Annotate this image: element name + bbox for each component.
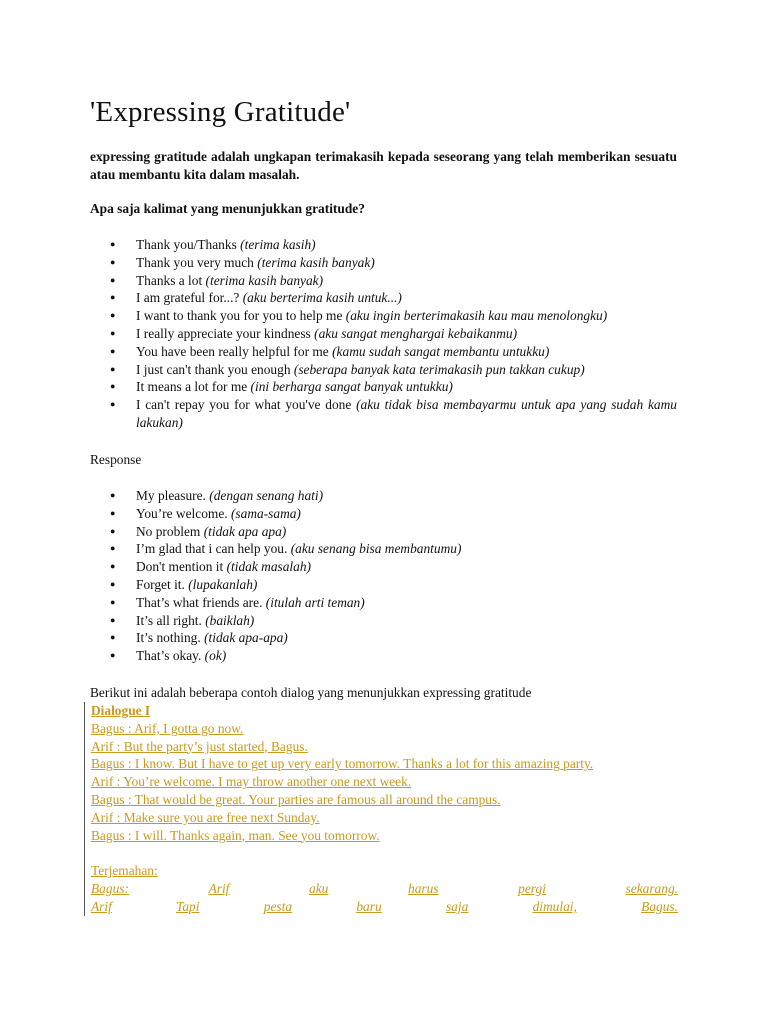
expression-item-text: Thank you very much: [136, 254, 258, 270]
bullet-icon: ●: [110, 239, 116, 249]
response-item-translation: (itulah arti teman): [265, 594, 365, 610]
response-item: [90, 523, 677, 541]
response-item: [90, 540, 677, 558]
response-item-translation: (tidak apa apa): [203, 523, 287, 539]
expression-item-text: Thanks a lot: [136, 272, 206, 288]
expression-item-text: I just can't thank you enough: [136, 361, 294, 377]
response-item-translation: (ok): [204, 648, 227, 664]
expression-item: [90, 236, 677, 254]
expression-item: [90, 325, 677, 343]
response-item-text: No problem: [136, 523, 204, 539]
translation-word: baru: [356, 898, 382, 914]
response-item: [90, 594, 677, 612]
response-item: [90, 558, 677, 576]
bullet-icon: ●: [110, 561, 116, 572]
bullet-icon: ●: [110, 292, 116, 303]
response-item: [90, 487, 677, 505]
expression-item-text: Thank you/Thanks: [136, 237, 241, 252]
bullet-icon: ●: [110, 310, 116, 321]
translation-word: saja: [445, 898, 469, 914]
response-item-text: You’re welcome.: [136, 505, 231, 521]
response-label: Response: [90, 452, 142, 467]
expression-item-translation: (terima kasih banyak): [257, 254, 375, 270]
intro-paragraph: expressing gratitude adalah ungkapan terimakasih kepada seseorang yang telah memberikan sesuatu atau membantu kita dalam masalah.: [90, 149, 677, 182]
expression-item-text: I am grateful for...?: [136, 290, 243, 306]
bullet-icon: ●: [110, 614, 116, 625]
responses-list: [90, 487, 677, 665]
response-item-text: Don't mention it: [136, 559, 227, 575]
response-item: [90, 505, 677, 523]
response-item-text: It’s nothing.: [136, 630, 205, 646]
expression-item-translation: (aku berterima kasih untuk...): [242, 290, 402, 306]
bullet-icon: ●: [110, 345, 116, 356]
dialogue-line: Bagus : That would be great. Your parties are famous all around the campus.: [91, 791, 501, 807]
translation-label: Terjemahan:: [91, 863, 158, 879]
translation-word: Bagus.: [641, 898, 678, 914]
expression-item: [90, 254, 677, 272]
expression-item-text: I want to thank you for you to help me: [136, 308, 346, 324]
dialogue-line: Arif : Make sure you are free next Sunday.: [91, 809, 320, 825]
response-item-translation: (aku senang bisa membantumu): [290, 541, 462, 557]
expression-item-text: I can't repay you for what you've done: [136, 397, 357, 413]
bullet-icon: ●: [110, 632, 116, 643]
response-item-text: Forget it.: [136, 576, 189, 592]
expression-item-translation: (terima kasih): [240, 237, 316, 252]
dialogue-heading: Dialogue I: [91, 703, 151, 718]
translation-word: dimulai,: [532, 898, 577, 914]
expression-item-text: You have been really helpful for me: [136, 343, 333, 359]
bullet-icon: ●: [110, 274, 116, 285]
response-item: [90, 629, 677, 647]
translation-line: [91, 898, 678, 916]
expression-item-translation: (aku sangat menghargai kebaikanmu): [314, 325, 518, 341]
dialogue-block: [84, 702, 684, 916]
expression-item: [90, 396, 677, 432]
dialogue-line: Bagus : I will. Thanks again, man. See you tomorrow.: [91, 827, 380, 843]
bullet-icon: ●: [110, 596, 116, 607]
bullet-icon: ●: [110, 507, 116, 518]
bullet-icon: ●: [110, 399, 116, 410]
translation-word: Bagus:: [91, 880, 129, 896]
translation-word: Arif: [208, 880, 230, 896]
dialogue-line: Bagus : Arif, I gotta go now.: [91, 720, 244, 736]
expression-item: [90, 361, 677, 379]
bullet-icon: ●: [110, 327, 116, 338]
response-item-text: That’s what friends are.: [136, 594, 266, 610]
dialogue-lines: [91, 720, 684, 845]
expression-item: [90, 343, 677, 361]
dialogue-line: Arif : But the party’s just started, Bagus.: [91, 738, 308, 754]
dialog-intro: Berikut ini adalah beberapa contoh dialog yang menunjukkan expressing gratitude: [90, 685, 532, 700]
translation-word: pesta: [263, 898, 293, 914]
spacer: [91, 844, 684, 862]
expression-item-text: I really appreciate your kindness: [136, 325, 315, 341]
question-heading: Apa saja kalimat yang menunjukkan gratitude?: [90, 201, 365, 216]
expression-item-translation: (seberapa banyak kata terimakasih pun takkan cukup): [293, 361, 585, 377]
page-title: 'Expressing Gratitude': [90, 96, 351, 128]
response-item-translation: (sama-sama): [230, 505, 301, 521]
expression-item: [90, 307, 677, 325]
response-item-translation: (tidak apa-apa): [204, 630, 288, 646]
translation-lines: [91, 880, 684, 916]
response-item-translation: (dengan senang hati): [209, 488, 324, 503]
expressions-list: [90, 236, 677, 432]
translation-word: harus: [408, 880, 439, 896]
bullet-icon: ●: [110, 525, 116, 536]
response-item-text: It’s all right.: [136, 612, 206, 628]
bullet-icon: ●: [110, 363, 116, 374]
dialogue-line: Arif : You’re welcome. I may throw another one next week.: [91, 774, 412, 790]
translation-word: Tapi: [176, 898, 200, 914]
translation-line: [91, 880, 678, 898]
expression-item-translation: (aku ingin berterimakasih kau mau menolongku): [345, 308, 608, 324]
translation-word: Arif: [91, 898, 112, 914]
expression-item-translation: (ini berharga sangat banyak untukku): [250, 379, 453, 395]
dialogue-line: Bagus : I know. But I have to get up very early tomorrow. Thanks a lot for this amazing party.: [91, 756, 594, 772]
response-item-text: I’m glad that i can help you.: [136, 541, 291, 557]
bullet-icon: ●: [110, 543, 116, 554]
translation-word: aku: [309, 880, 329, 896]
response-item-translation: (baiklah): [205, 612, 255, 628]
response-item-text: My pleasure.: [136, 488, 210, 503]
translation-word: pergi: [518, 880, 546, 896]
expression-item: [90, 289, 677, 307]
expression-item-translation: (kamu sudah sangat membantu untukku): [332, 343, 550, 359]
expression-item: [90, 378, 677, 396]
response-item-translation: (tidak masalah): [226, 559, 312, 575]
response-item-text: That’s okay.: [136, 648, 205, 664]
bullet-icon: ●: [110, 256, 116, 267]
response-item: [90, 612, 677, 630]
translation-word: sekarang.: [625, 880, 678, 896]
bullet-icon: ●: [110, 650, 116, 661]
response-item-translation: (lupakanlah): [188, 576, 258, 592]
expression-item-translation: (aku tidak bisa membayarmu untuk apa yang sudah kamu lakukan): [136, 397, 677, 430]
bullet-icon: ●: [110, 490, 116, 500]
expression-item-translation: (terima kasih banyak): [205, 272, 324, 288]
expression-item-text: It means a lot for me: [136, 379, 251, 395]
bullet-icon: ●: [110, 381, 116, 392]
response-item: [90, 576, 677, 594]
expression-item: [90, 272, 677, 290]
bullet-icon: ●: [110, 578, 116, 589]
response-item: [90, 647, 677, 665]
